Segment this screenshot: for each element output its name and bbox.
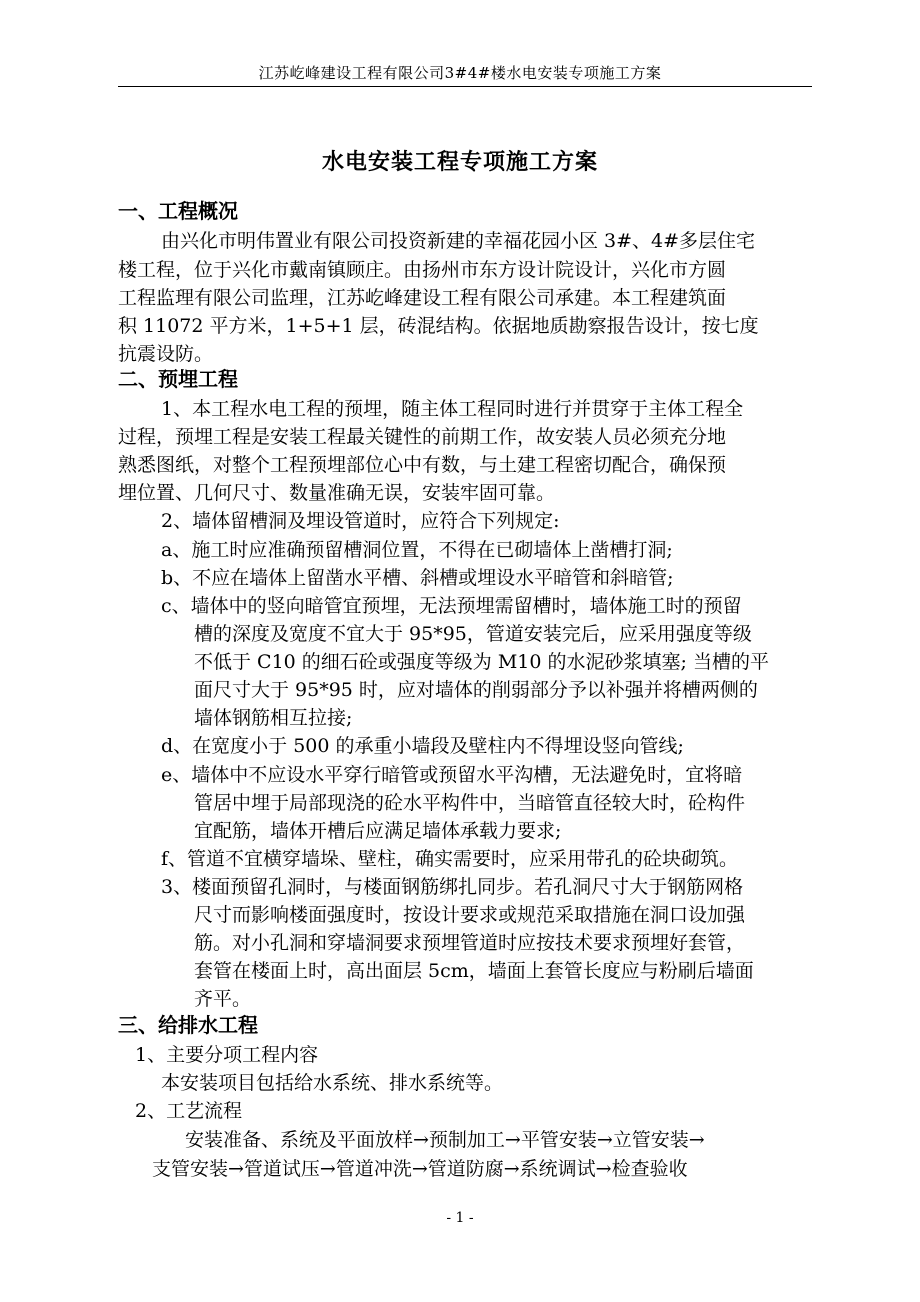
process-flow-line: 支管安装→管道试压→管道冲洗→管道防腐→系统调试→检查验收 [152,1158,688,1180]
paragraph-line: 过程，预埋工程是安装工程最关键性的前期工作，故安装人员必须充分地 [118,426,727,448]
paragraph-line: 楼工程，位于兴化市戴南镇顾庄。由扬州市东方设计院设计，兴化市方圆 [118,259,727,281]
paragraph-line: 3、楼面预留孔洞时，与楼面钢筋绑扎同步。若孔洞尺寸大于钢筋网格 [161,876,744,898]
list-item: b、不应在墙体上留凿水平槽、斜槽或埋设水平暗管和斜暗管; [161,567,674,589]
paragraph-line: 2、墙体留槽洞及埋设管道时，应符合下列规定: [161,510,560,532]
list-item-continuation: 不低于 C10 的细石砼或强度等级为 M10 的水泥砂浆填塞; 当槽的平 [194,651,769,673]
subsection-heading: 1、主要分项工程内容 [135,1044,319,1066]
section-heading: 一、工程概况 [118,199,238,223]
section-heading: 三、给排水工程 [118,1013,258,1037]
list-item-continuation: 槽的深度及宽度不宜大于 95*95，管道安装完后，应采用强度等级 [194,623,752,645]
subsection-heading: 2、工艺流程 [135,1100,243,1122]
paragraph-line: 套管在楼面上时，高出面层 5cm，墙面上套管长度应与粉刷后墙面 [194,960,754,982]
paragraph-line: 由兴化市明伟置业有限公司投资新建的幸福花园小区 3#、4#多层住宅 [161,230,756,252]
paragraph-line: 本安装项目包括给水系统、排水系统等。 [161,1072,504,1094]
paragraph-line: 筋。对小孔洞和穿墙洞要求预埋管道时应按技术要求预埋好套管， [194,932,746,954]
running-header: 江苏屹峰建设工程有限公司3#4#楼水电安装专项施工方案 [258,64,662,82]
paragraph-line: 工程监理有限公司监理，江苏屹峰建设工程有限公司承建。本工程建筑面 [118,287,727,309]
list-item: a、施工时应准确预留槽洞位置，不得在已砌墙体上凿槽打洞; [161,539,673,561]
paragraph-line: 埋位置、几何尺寸、数量准确无误，安装牢固可靠。 [118,482,556,504]
document-title: 水电安装工程专项施工方案 [321,149,598,175]
header-divider [118,86,812,87]
paragraph-line: 尺寸而影响楼面强度时，按设计要求或规范采取措施在洞口设加强 [194,904,746,926]
page-number: - 1 - [446,1210,474,1226]
list-item: d、在宽度小于 500 的承重小墙段及壁柱内不得埋设竖向管线; [161,735,684,757]
list-item-continuation: 宜配筋，墙体开槽后应满足墙体承载力要求; [194,820,562,842]
list-item: f、管道不宜横穿墙垛、壁柱，确实需要时，应采用带孔的砼块砌筑。 [161,848,739,870]
list-item-continuation: 墙体钢筋相互拉接; [194,707,353,729]
paragraph-line: 齐平。 [194,988,252,1010]
paragraph-line: 积 11072 平方米，1+5+1 层，砖混结构。依据地质勘察报告设计，按七度 [118,315,759,337]
list-item: e、墙体中不应设水平穿行暗管或预留水平沟槽，无法避免时，宜将暗 [161,764,743,786]
paragraph-line: 抗震设防。 [118,343,214,365]
paragraph-line: 熟悉图纸，对整个工程预埋部位心中有数，与土建工程密切配合，确保预 [118,454,727,476]
list-item-continuation: 管居中埋于局部现浇的砼水平构件中，当暗管直径较大时，砼构件 [194,792,746,814]
process-flow-line: 安装准备、系统及平面放样→预制加工→平管安装→立管安装→ [185,1129,705,1151]
list-item-continuation: 面尺寸大于 95*95 时，应对墙体的削弱部分予以补强并将槽两侧的 [194,679,758,701]
section-heading: 二、预埋工程 [118,367,238,391]
paragraph-line: 1、本工程水电工程的预埋，随主体工程同时进行并贯穿于主体工程全 [161,398,744,420]
list-item: c、墙体中的竖向暗管宜预埋，无法预埋需留槽时，墙体施工时的预留 [161,595,742,617]
